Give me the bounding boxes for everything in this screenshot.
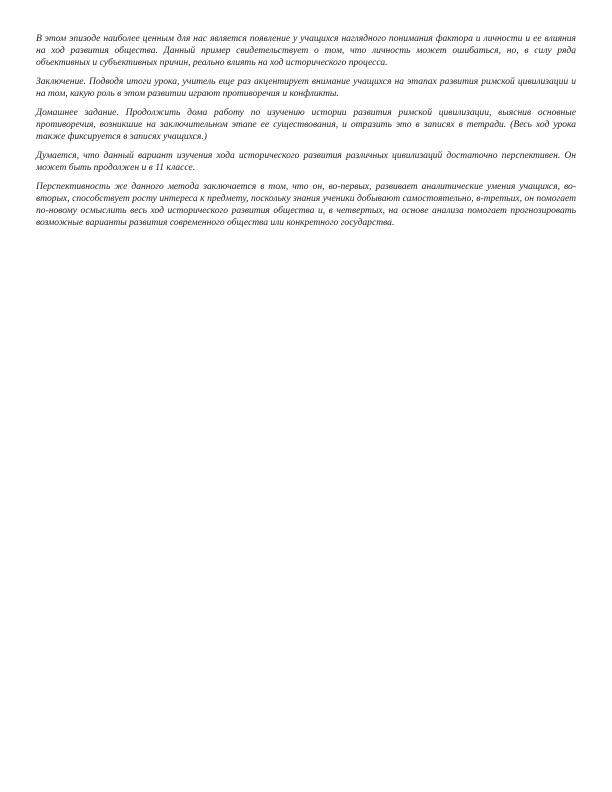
paragraph-perspective: Думается, что данный вариант изучения хода исторического развития различных цивилизаций достаточно перспективен. Он может быть продолжен и в 11 классе. [36,150,576,173]
paragraph-personality-factor: В этом эпизоде наиболее ценным для нас является появление у учащихся наглядного понимания фактора и личности и ее влияния на ход развития общества. Данный пример свидетельствует о том, что личность может ошибаться, но, в силу ряда объективных и субъективных причин, реально влиять на ход исторического процесса. [36,33,576,68]
paragraph-conclusion: Заключение. Подводя итоги урока, учитель еще раз акцентирует внимание учащихся на этапах развития римской цивилизации и на том, какую роль в этом развитии играют противоречия и конфликты. [36,76,576,99]
paragraph-homework: Домашнее задание. Продолжить дома работу по изучению истории развития римской цивилизации, выяснив основные противоречия, возникшие на заключительном этапе ее существования, и отразить это в записях в тетради. (Весь ход урока также фиксируется в записях учащихся.) [36,107,576,142]
paragraph-method-benefits: Перспективность же данного метода заключается в том, что он, во-первых, развивает аналитические умения учащихся, во-вторых, способствует росту интереса к предмету, поскольку знания ученики добывают самостоятельно, в-третьих, он помогает по-новому осмыслить весь ход исторического развития общества и, в четвертых, на основе анализа помогает прогнозировать возможные варианты развития современного общества или конкретного государства. [36,181,576,228]
document-body [36,33,576,236]
